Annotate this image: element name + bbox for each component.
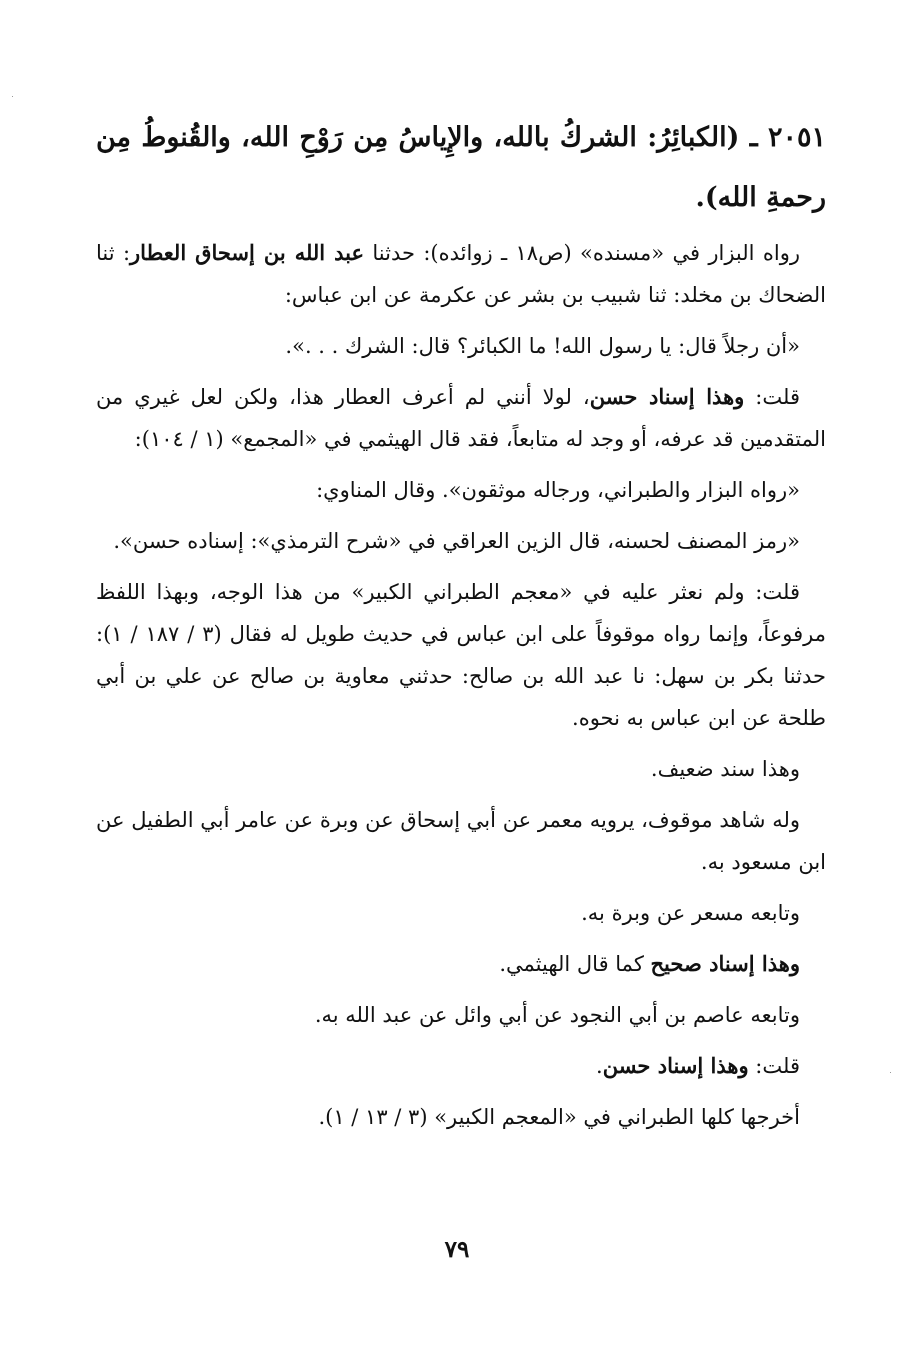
scan-speck [890, 1072, 891, 1073]
text-run: وهذا سند ضعيف. [650, 757, 800, 781]
page-number: ٧٩ [444, 1236, 470, 1263]
text-run: قلت: ولم نعثر عليه في «معجم الطبراني الكبير» من هذا الوجه، وبهذا اللفظ مرفوعاً، وإنما رواه موقوفاً على ابن عباس في حديث طويل له فقال (٣ / ١٨٧ / ١): حدثنا بكر بن سهل: نا عبد الله بن صالح: حدثني معاوية بن صالح عن علي بن أبي طلحة عن ابن عباس به نحوه. [96, 580, 826, 730]
grading-text: وهذا إسناد حسن [589, 384, 745, 409]
text-run: : ثنا الضحاك بن مخلد: ثنا شبيب بن بشر عن عكرمة عن ابن عباس: [96, 241, 826, 307]
text-run: «رمز المصنف لحسنه، قال الزين العراقي في «شرح الترمذي»: إسناده حسن». [113, 529, 800, 553]
paragraph [96, 892, 826, 934]
text-run: قلت: [748, 1054, 800, 1078]
paragraph [96, 994, 826, 1036]
paragraph [96, 376, 826, 460]
paragraph [96, 1096, 826, 1138]
text-run: «رواه البزار والطبراني، ورجاله موثقون». وقال المناوي: [316, 478, 800, 502]
text-run: رواه البزار في «مسنده» (ص١٨ ـ زوائده): حدثنا [364, 241, 800, 265]
scan-speck [12, 96, 13, 97]
narrator-name: عبد الله بن إسحاق العطار [130, 240, 365, 265]
paragraph [96, 520, 826, 562]
text-run: وتابعه عاصم بن أبي النجود عن أبي وائل عن عبد الله به. [314, 1003, 800, 1027]
text-run: أخرجها كلها الطبراني في «المعجم الكبير» (٣ / ١٣ / ١). [318, 1105, 800, 1129]
text-run: كما قال الهيثمي. [499, 952, 651, 976]
text-run: قلت: [744, 385, 800, 409]
commentary-body [96, 232, 826, 1147]
paragraph [96, 325, 826, 367]
text-run: وله شاهد موقوف، يرويه معمر عن أبي إسحاق عن وبرة عن عامر أبي الطفيل عن ابن مسعود به. [96, 808, 826, 874]
paragraph [96, 748, 826, 790]
paragraph [96, 232, 826, 316]
paragraph [96, 943, 826, 985]
paragraph [96, 571, 826, 739]
paragraph [96, 1045, 826, 1087]
hadith-quote: «أن رجلاً قال: يا رسول الله! ما الكبائر؟ قال: الشرك . . .». [285, 334, 800, 358]
text-run: ، لولا أنني لم أعرف العطار هذا، ولكن لعل غيري من المتقدمين قد عرفه، أو وجد له متابعاً، فقد قال الهيثمي في «المجمع» (١ / ١٠٤): [96, 385, 826, 451]
grading-text: وهذا إسناد صحيح [650, 951, 800, 976]
grading-text: وهذا إسناد حسن [602, 1053, 749, 1078]
paragraph [96, 799, 826, 883]
text-run: وتابعه مسعر عن وبرة به. [581, 901, 800, 925]
text-run: . [596, 1054, 603, 1078]
paragraph [96, 469, 826, 511]
hadith-heading: ٢٠٥١ ـ (الكبائِرُ: الشركُ بالله، والإِياسُ مِن رَوْحِ الله، والقُنوطُ مِن رحمةِ الله). [96, 122, 826, 213]
